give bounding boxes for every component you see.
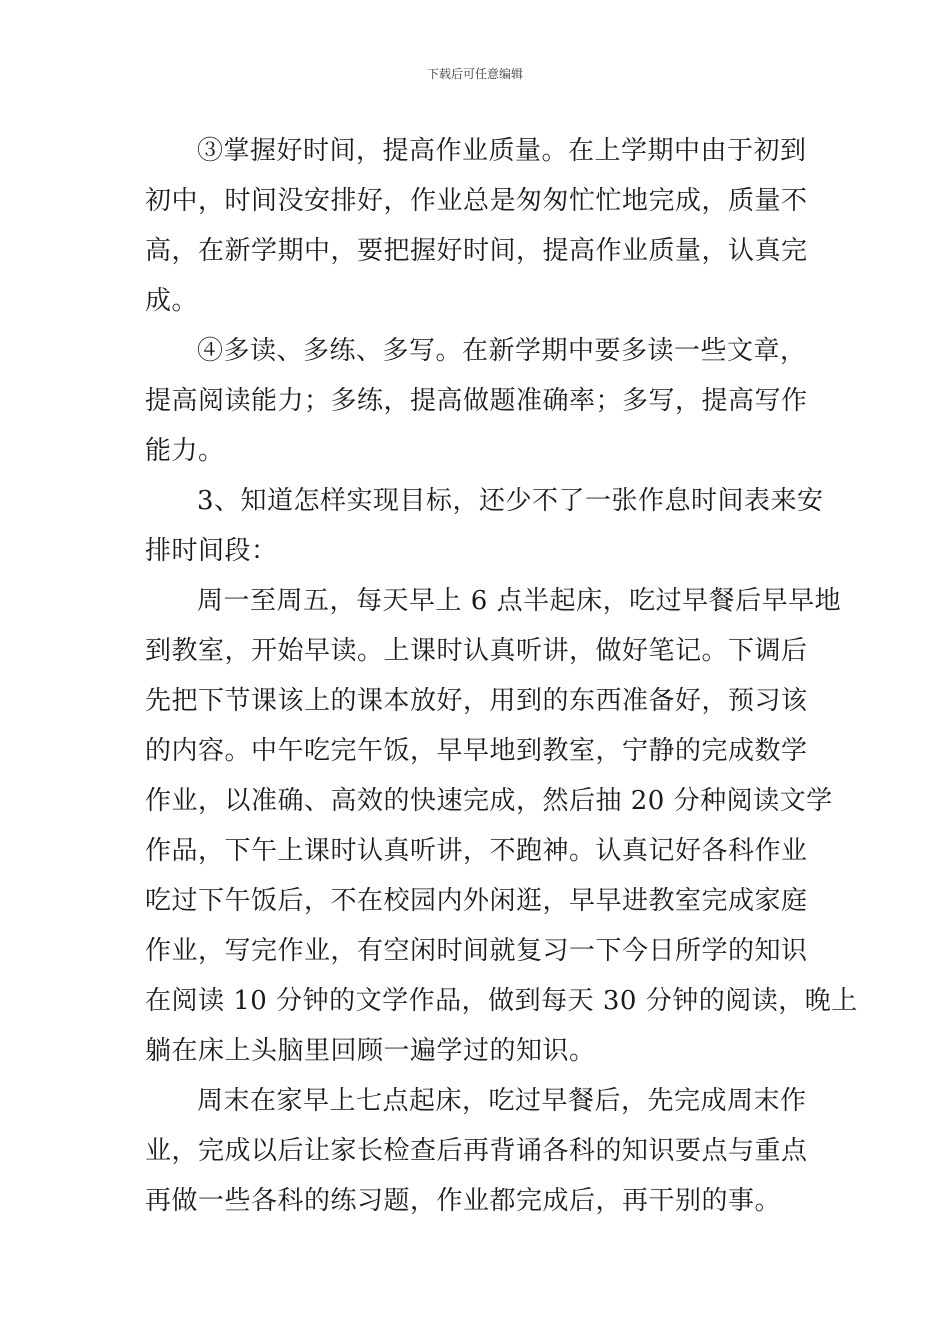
- paragraph-line: 作业，以准确、高效的快速完成，然后抽 20 分种阅读文学: [145, 786, 833, 816]
- paragraph-line: 周一至周五，每天早上 6 点半起床，吃过早餐后早早地: [197, 586, 842, 616]
- paragraph-line: 初中，时间没安排好，作业总是匆匆忙忙地完成，质量不: [145, 186, 808, 216]
- paragraph-weekday-schedule: [145, 576, 858, 1076]
- paragraph-line: 再做一些各科的练习题，作业都完成后，再干别的事。: [145, 1186, 782, 1216]
- paragraph-line: 到教室，开始早读。上课时认真听讲，做好笔记。下调后: [145, 636, 808, 666]
- paragraph-line: 作业，写完作业，有空闲时间就复习一下今日所学的知识: [145, 936, 808, 966]
- paragraph-line: 能力。: [145, 436, 225, 466]
- paragraph-line: 作品，下午上课时认真听讲，不跑神。认真记好各科作业: [145, 836, 808, 866]
- paragraph-line: 在阅读 10 分钟的文学作品，做到每天 30 分钟的阅读，晚上: [145, 986, 858, 1016]
- paragraph-line: 成。: [145, 286, 199, 316]
- paragraph-line: 高，在新学期中，要把握好时间，提高作业质量，认真完: [145, 236, 808, 266]
- paragraph-line: 吃过下午饭后，不在校园内外闲逛，早早进教室完成家庭: [145, 886, 808, 916]
- document-body: [145, 126, 858, 1226]
- paragraph-line: 3、知道怎样实现目标，还少不了一张作息时间表来安: [197, 486, 824, 516]
- paragraph-time-management: [145, 126, 810, 326]
- paragraph-line: 躺在床上头脑里回顾一遍学过的知识。: [145, 1036, 596, 1066]
- paragraph-line: 排时间段：: [145, 536, 278, 566]
- paragraph-line: 先把下节课该上的课本放好，用到的东西准备好，预习该: [145, 686, 808, 716]
- paragraph-line: ④多读、多练、多写。在新学期中要多读一些文章，: [197, 336, 807, 366]
- paragraph-schedule-intro: [145, 476, 824, 576]
- page-header: 下载后可任意编辑: [426, 67, 523, 81]
- paragraph-line: 业，完成以后让家长检查后再背诵各科的知识要点与重点: [145, 1136, 808, 1166]
- paragraph-line: 的内容。中午吃完午饭，早早地到教室，宁静的完成数学: [145, 736, 808, 766]
- paragraph-line: 提高阅读能力；多练，提高做题准确率；多写，提高写作: [145, 386, 808, 416]
- paragraph-read-practice-write: [145, 326, 810, 476]
- paragraph-weekend-schedule: [145, 1076, 810, 1226]
- paragraph-line: 周末在家早上七点起床，吃过早餐后，先完成周末作: [197, 1086, 807, 1116]
- paragraph-line: ③掌握好时间，提高作业质量。在上学期中由于初到: [197, 136, 807, 166]
